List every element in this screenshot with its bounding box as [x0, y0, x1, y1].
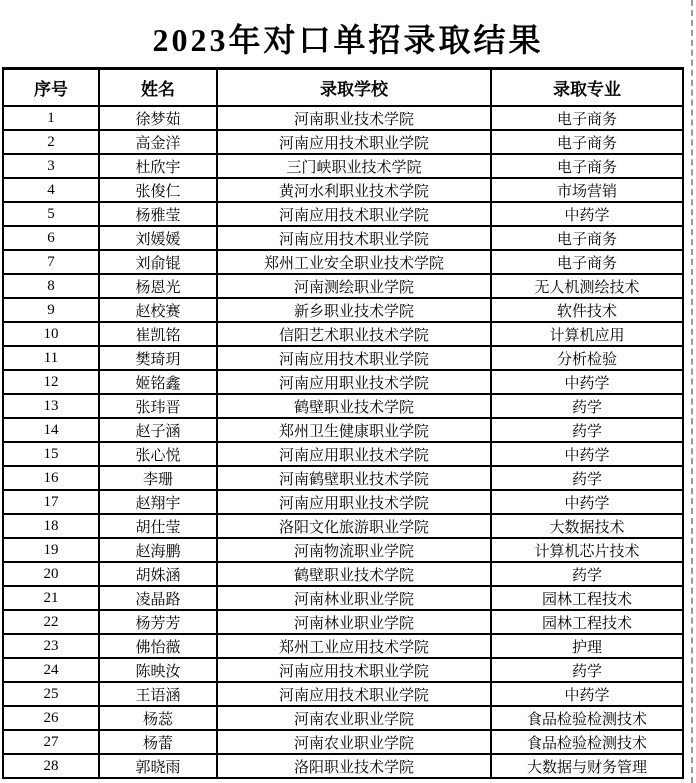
header-serial-number: 序号: [3, 69, 99, 107]
table-header: [3, 69, 683, 107]
serial-number-cell: 11: [3, 346, 99, 370]
school-cell: 鹤壁职业技术学院: [217, 562, 491, 586]
major-cell: 软件技术: [491, 298, 683, 322]
serial-number-cell: 20: [3, 562, 99, 586]
major-cell: 市场营销: [491, 178, 683, 202]
major-cell: 计算机应用: [491, 322, 683, 346]
student-name-cell: 杨蕾: [99, 730, 217, 754]
student-name-cell: 凌晶路: [99, 586, 217, 610]
student-name-cell: 胡仕莹: [99, 514, 217, 538]
serial-number-cell: 5: [3, 202, 99, 226]
major-cell: 护理: [491, 634, 683, 658]
major-cell: 药学: [491, 466, 683, 490]
major-cell: 药学: [491, 562, 683, 586]
serial-number-cell: 9: [3, 298, 99, 322]
table-row: [3, 754, 683, 778]
table-row: [3, 346, 683, 370]
serial-number-cell: 6: [3, 226, 99, 250]
student-name-cell: 杨雅莹: [99, 202, 217, 226]
major-cell: 中药学: [491, 490, 683, 514]
serial-number-cell: 19: [3, 538, 99, 562]
student-name-cell: 崔凯铭: [99, 322, 217, 346]
major-cell: 中药学: [491, 202, 683, 226]
student-name-cell: 杨恩光: [99, 274, 217, 298]
table-row: [3, 586, 683, 610]
serial-number-cell: 25: [3, 682, 99, 706]
student-name-cell: 郭晓雨: [99, 754, 217, 778]
school-cell: 河南应用职业技术学院: [217, 442, 491, 466]
student-name-cell: 赵子涵: [99, 418, 217, 442]
school-cell: 河南农业职业学院: [217, 706, 491, 730]
serial-number-cell: 24: [3, 658, 99, 682]
student-name-cell: 杨蕊: [99, 706, 217, 730]
major-cell: 电子商务: [491, 226, 683, 250]
school-cell: 河南鹤壁职业技术学院: [217, 466, 491, 490]
serial-number-cell: 23: [3, 634, 99, 658]
serial-number-cell: 12: [3, 370, 99, 394]
table-row: [3, 682, 683, 706]
serial-number-cell: 10: [3, 322, 99, 346]
major-cell: 无人机测绘技术: [491, 274, 683, 298]
student-name-cell: 赵校赛: [99, 298, 217, 322]
school-cell: 三门峡职业技术学院: [217, 154, 491, 178]
table-row: [3, 394, 683, 418]
table-row: [3, 490, 683, 514]
serial-number-cell: 28: [3, 754, 99, 778]
school-cell: 河南职业技术学院: [217, 106, 491, 130]
serial-number-cell: 17: [3, 490, 99, 514]
table-row: [3, 466, 683, 490]
header-school: 录取学校: [217, 69, 491, 107]
page-break-dashed-line: [691, 0, 693, 783]
school-cell: 郑州工业安全职业技术学院: [217, 250, 491, 274]
school-cell: 洛阳文化旅游职业学院: [217, 514, 491, 538]
table-row: [3, 106, 683, 130]
major-cell: 大数据与财务管理: [491, 754, 683, 778]
school-cell: 河南林业职业学院: [217, 586, 491, 610]
student-name-cell: 张心悦: [99, 442, 217, 466]
school-cell: 河南林业职业学院: [217, 610, 491, 634]
serial-number-cell: 14: [3, 418, 99, 442]
school-cell: 郑州卫生健康职业学院: [217, 418, 491, 442]
student-name-cell: 徐梦茹: [99, 106, 217, 130]
table-row: [3, 154, 683, 178]
student-name-cell: 陈映汝: [99, 658, 217, 682]
school-cell: 河南应用技术职业学院: [217, 346, 491, 370]
student-name-cell: 胡姝涵: [99, 562, 217, 586]
table-row: [3, 562, 683, 586]
major-cell: 电子商务: [491, 106, 683, 130]
serial-number-cell: 13: [3, 394, 99, 418]
school-cell: 河南农业职业学院: [217, 730, 491, 754]
serial-number-cell: 18: [3, 514, 99, 538]
serial-number-cell: 4: [3, 178, 99, 202]
major-cell: 电子商务: [491, 130, 683, 154]
school-cell: 河南应用技术职业学院: [217, 202, 491, 226]
header-major: 录取专业: [491, 69, 683, 107]
table-row: [3, 226, 683, 250]
serial-number-cell: 2: [3, 130, 99, 154]
school-cell: 河南应用技术职业学院: [217, 226, 491, 250]
student-name-cell: 杨芳芳: [99, 610, 217, 634]
school-cell: 河南应用职业技术学院: [217, 490, 491, 514]
serial-number-cell: 22: [3, 610, 99, 634]
table-row: [3, 250, 683, 274]
student-name-cell: 刘媛媛: [99, 226, 217, 250]
school-cell: 新乡职业技术学院: [217, 298, 491, 322]
header-row: [3, 69, 683, 107]
student-name-cell: 赵海鹏: [99, 538, 217, 562]
serial-number-cell: 27: [3, 730, 99, 754]
school-cell: 河南应用技术职业学院: [217, 682, 491, 706]
header-student-name: 姓名: [99, 69, 217, 107]
serial-number-cell: 26: [3, 706, 99, 730]
serial-number-cell: 21: [3, 586, 99, 610]
major-cell: 计算机芯片技术: [491, 538, 683, 562]
major-cell: 中药学: [491, 442, 683, 466]
major-cell: 药学: [491, 394, 683, 418]
table-row: [3, 322, 683, 346]
table-row: [3, 298, 683, 322]
serial-number-cell: 1: [3, 106, 99, 130]
school-cell: 郑州工业应用技术学院: [217, 634, 491, 658]
student-name-cell: 李珊: [99, 466, 217, 490]
student-name-cell: 赵翔宇: [99, 490, 217, 514]
student-name-cell: 佛怡薇: [99, 634, 217, 658]
school-cell: 河南测绘职业学院: [217, 274, 491, 298]
serial-number-cell: 7: [3, 250, 99, 274]
major-cell: 中药学: [491, 682, 683, 706]
table-row: [3, 730, 683, 754]
major-cell: 大数据技术: [491, 514, 683, 538]
table-row: [3, 370, 683, 394]
student-name-cell: 刘俞锟: [99, 250, 217, 274]
major-cell: 中药学: [491, 370, 683, 394]
school-cell: 河南应用技术职业学院: [217, 130, 491, 154]
major-cell: 电子商务: [491, 154, 683, 178]
table-row: [3, 442, 683, 466]
major-cell: 食品检验检测技术: [491, 706, 683, 730]
school-cell: 河南物流职业学院: [217, 538, 491, 562]
table-row: [3, 538, 683, 562]
table-row: [3, 202, 683, 226]
student-name-cell: 樊琦玥: [99, 346, 217, 370]
table-row: [3, 274, 683, 298]
school-cell: 河南应用职业技术学院: [217, 370, 491, 394]
school-cell: 信阳艺术职业技术学院: [217, 322, 491, 346]
student-name-cell: 高金洋: [99, 130, 217, 154]
student-name-cell: 王语涵: [99, 682, 217, 706]
table-row: [3, 634, 683, 658]
table-row: [3, 130, 683, 154]
student-name-cell: 张俊仁: [99, 178, 217, 202]
major-cell: 电子商务: [491, 250, 683, 274]
school-cell: 黄河水利职业技术学院: [217, 178, 491, 202]
major-cell: 食品检验检测技术: [491, 730, 683, 754]
table-row: [3, 658, 683, 682]
table-row: [3, 706, 683, 730]
major-cell: 园林工程技术: [491, 610, 683, 634]
table-body: [3, 106, 683, 778]
serial-number-cell: 16: [3, 466, 99, 490]
table-row: [3, 418, 683, 442]
student-name-cell: 姬铭鑫: [99, 370, 217, 394]
serial-number-cell: 15: [3, 442, 99, 466]
serial-number-cell: 8: [3, 274, 99, 298]
table-row: [3, 610, 683, 634]
page-title: 2023年对口单招录取结果: [152, 22, 544, 58]
school-cell: 洛阳职业技术学院: [217, 754, 491, 778]
major-cell: 园林工程技术: [491, 586, 683, 610]
admission-results-table: [2, 67, 684, 779]
student-name-cell: 杜欣宇: [99, 154, 217, 178]
table-row: [3, 514, 683, 538]
school-cell: 鹤壁职业技术学院: [217, 394, 491, 418]
serial-number-cell: 3: [3, 154, 99, 178]
major-cell: 药学: [491, 658, 683, 682]
major-cell: 分析检验: [491, 346, 683, 370]
table-row: [3, 178, 683, 202]
school-cell: 河南应用技术职业学院: [217, 658, 491, 682]
student-name-cell: 张玮晋: [99, 394, 217, 418]
major-cell: 药学: [491, 418, 683, 442]
